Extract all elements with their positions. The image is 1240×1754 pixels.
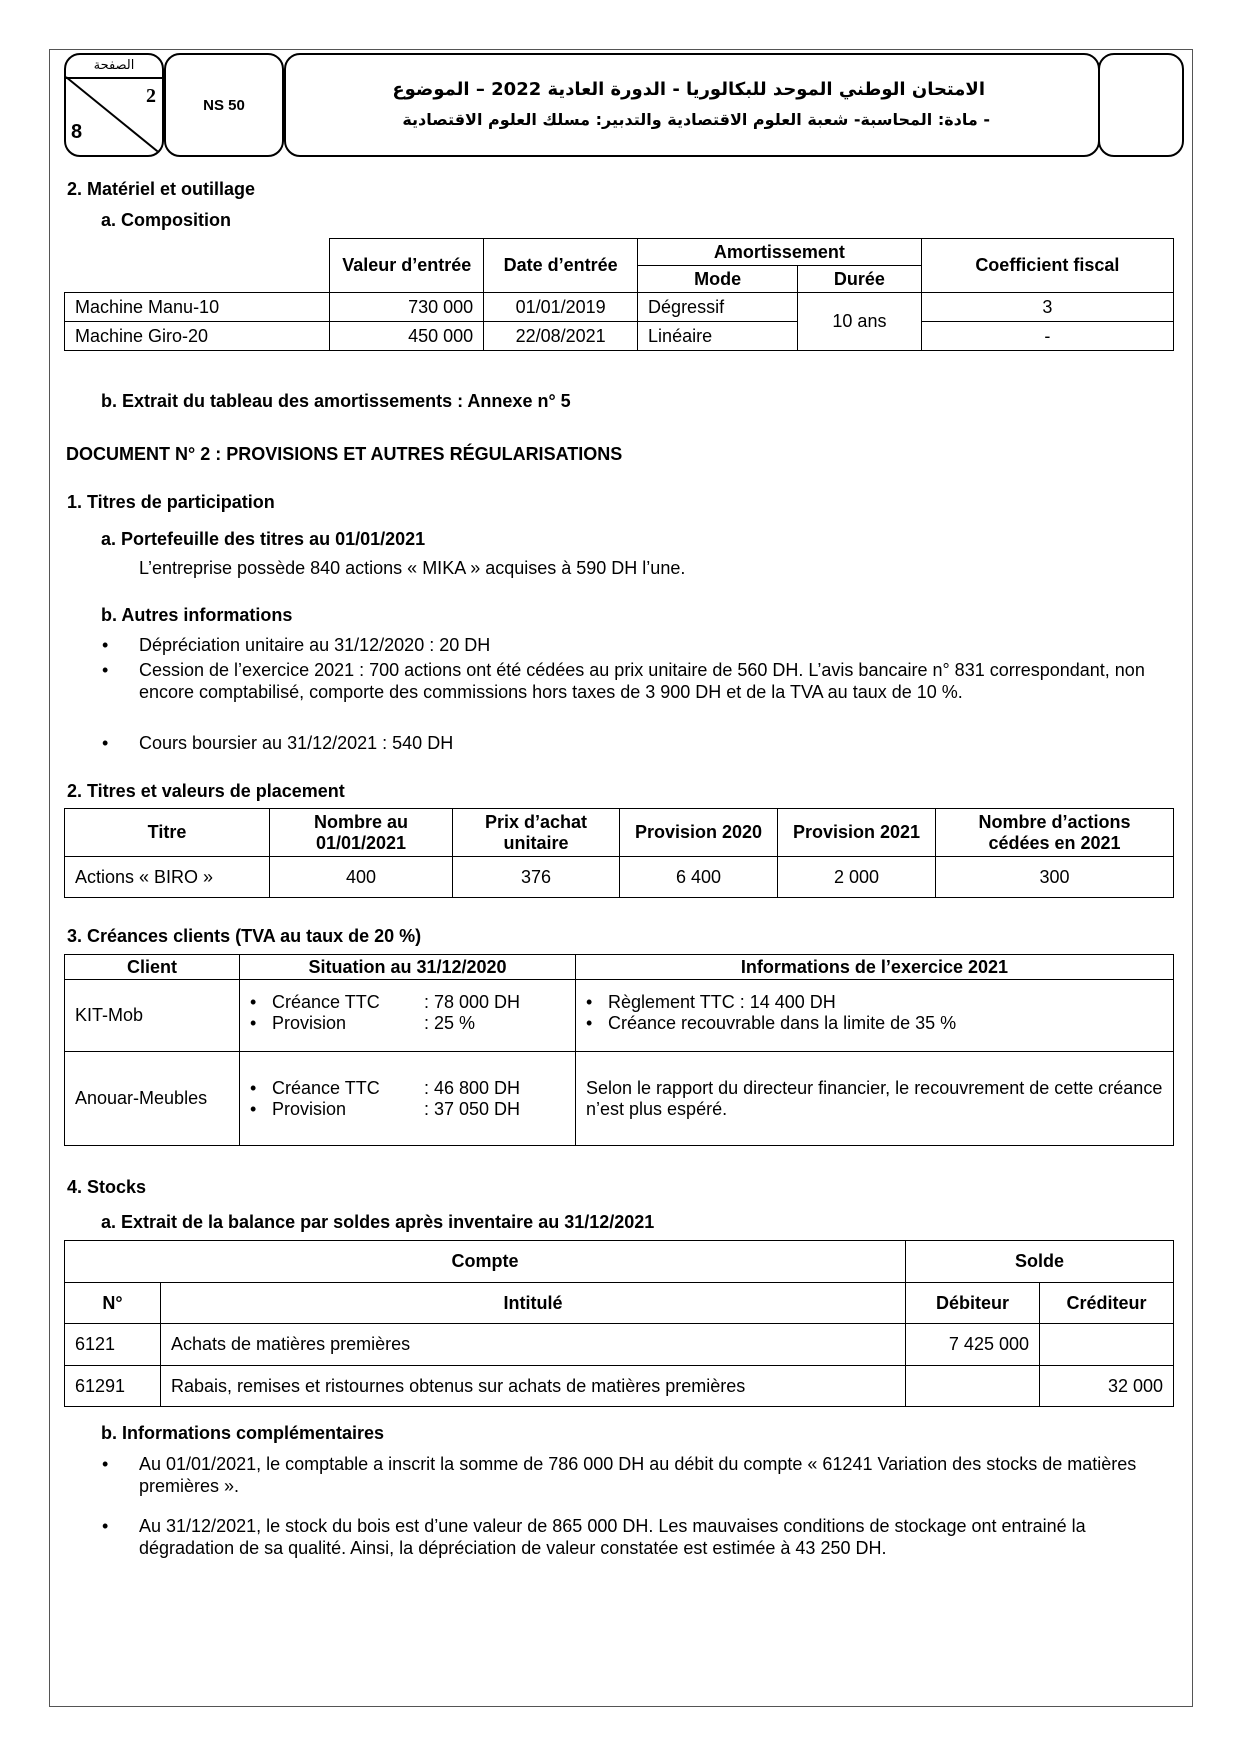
col-header: Situation au 31/12/2020 bbox=[240, 955, 576, 980]
section-heading: 4. Stocks bbox=[67, 1177, 147, 1197]
account-num: 61291 bbox=[65, 1366, 161, 1407]
balance-table bbox=[64, 1240, 1174, 1407]
client-name: Anouar-Meubles bbox=[65, 1052, 240, 1146]
page-current: 2 bbox=[146, 85, 156, 107]
paragraph: L’entreprise possède 840 actions « MIKA » acquises à 590 DH l’une. bbox=[139, 558, 686, 578]
section-heading: 2. Titres et valeurs de placement bbox=[67, 781, 345, 801]
col-header: Prix d’achat unitaire bbox=[453, 809, 620, 857]
situation-key: Créance TTC bbox=[272, 992, 380, 1012]
empty-corner-cell bbox=[65, 239, 330, 293]
situation-key: Créance TTC bbox=[272, 1077, 380, 1098]
account-credit bbox=[1040, 1324, 1174, 1366]
col-header: Titre bbox=[65, 809, 270, 857]
col-duree: Durée bbox=[798, 266, 922, 293]
table-row bbox=[65, 1366, 1174, 1407]
col-solde: Solde bbox=[906, 1241, 1174, 1283]
machine-name: Machine Giro-20 bbox=[65, 322, 330, 351]
col-header: Informations de l’exercice 2021 bbox=[576, 955, 1174, 980]
col-amortissement: Amortissement bbox=[638, 239, 922, 266]
bullet-item: • Cession de l’exercice 2021 : 700 actions ont été cédées au prix unitaire de 560 DH. L’avis bancaire n° 831 correspondant, non encore comptabilisé, comporte des commissions hors taxes de 3 900 DH et de la TVA au taux de 10 %. bbox=[139, 659, 1179, 703]
col-intitule: Intitulé bbox=[161, 1283, 906, 1324]
subsection-heading: a. Portefeuille des titres au 01/01/2021 bbox=[101, 529, 426, 549]
subsection-heading: b. Informations complémentaires bbox=[101, 1423, 385, 1443]
bullet-item: • Dépréciation unitaire au 31/12/2020 : 20 DH bbox=[139, 634, 1179, 656]
placement-table bbox=[64, 808, 1174, 898]
exam-title-line1: الامتحان الوطني الموحد للبكالوريا - الدورة العادية 2022 – الموضوع bbox=[392, 79, 985, 100]
table-row bbox=[65, 293, 1174, 322]
account-label: Rabais, remises et ristournes obtenus sur achats de matières premières bbox=[161, 1366, 906, 1407]
account-num: 6121 bbox=[65, 1324, 161, 1366]
col-header: Nombre au 01/01/2021 bbox=[270, 809, 453, 857]
blank-header-box bbox=[1098, 53, 1184, 157]
col-header: Client bbox=[65, 955, 240, 980]
page-label: الصفحة bbox=[66, 55, 162, 79]
col-mode: Mode bbox=[638, 266, 798, 293]
situation-value: : 25 % bbox=[424, 1013, 476, 1033]
page-total: 8 bbox=[71, 121, 83, 143]
machine-valeur: 450 000 bbox=[330, 322, 484, 351]
infos-text: Selon le rapport du directeur financier, le recouvrement de cette créance n’est plus espéré. bbox=[576, 1052, 1174, 1146]
exam-title-line2: - مادة: المحاسبة- شعبة العلوم الاقتصادية والتدبير: مسلك العلوم الاقتصادية bbox=[402, 110, 990, 129]
situation-value: : 46 800 DH bbox=[424, 1077, 521, 1098]
exam-code-box bbox=[164, 53, 284, 157]
subsection-heading: b. Autres informations bbox=[101, 605, 293, 625]
machine-coef: 3 bbox=[921, 293, 1173, 322]
machine-valeur: 730 000 bbox=[330, 293, 484, 322]
situation-cell bbox=[240, 980, 576, 1052]
col-num: N° bbox=[65, 1283, 161, 1324]
situation-key: Provision bbox=[272, 1013, 347, 1033]
cell: 300 bbox=[936, 857, 1174, 898]
machine-name: Machine Manu-10 bbox=[65, 293, 330, 322]
client-name: KIT-Mob bbox=[65, 980, 240, 1052]
document-heading: DOCUMENT N° 2 : PROVISIONS ET AUTRES RÉGULARISATIONS bbox=[66, 444, 623, 464]
section-heading: 3. Créances clients (TVA au taux de 20 %) bbox=[67, 926, 422, 946]
col-header: Nombre d’actions cédées en 2021 bbox=[936, 809, 1174, 857]
table-row bbox=[65, 322, 1174, 351]
col-header: Provision 2020 bbox=[620, 809, 778, 857]
subsection-heading: a. Composition bbox=[101, 210, 231, 230]
col-compte: Compte bbox=[65, 1241, 906, 1283]
col-header: Provision 2021 bbox=[778, 809, 936, 857]
machine-coef: - bbox=[921, 322, 1173, 351]
info-item: • Créance recouvrable dans la limite de 35 % bbox=[586, 1013, 1163, 1034]
account-debit bbox=[906, 1366, 1040, 1407]
table-row bbox=[65, 1052, 1174, 1146]
exam-title-box bbox=[284, 53, 1100, 157]
bullet-item: • Au 31/12/2021, le stock du bois est d’une valeur de 865 000 DH. Les mauvaises conditions de stockage ont entrainé la dégradation de sa qualité. Ainsi, la dépréciation de valeur constatée est estimée à 43 250 DH. bbox=[139, 1515, 1179, 1559]
composition-table bbox=[64, 238, 1174, 351]
table-row bbox=[65, 857, 1174, 898]
cell: 2 000 bbox=[778, 857, 936, 898]
col-debiteur: Débiteur bbox=[906, 1283, 1040, 1324]
situation-value: : 37 050 DH bbox=[424, 1098, 521, 1119]
machine-mode: Dégressif bbox=[638, 293, 798, 322]
account-label: Achats de matières premières bbox=[161, 1324, 906, 1366]
bullet-item: • Au 01/01/2021, le comptable a inscrit la somme de 786 000 DH au débit du compte « 61241 Variation des stocks de matières premières ». bbox=[139, 1453, 1179, 1497]
bullet-item: • Cours boursier au 31/12/2021 : 540 DH bbox=[139, 732, 1179, 754]
cell: 376 bbox=[453, 857, 620, 898]
page-number-box bbox=[64, 53, 164, 157]
subsection-heading: b. Extrait du tableau des amortissements : Annexe n° 5 bbox=[101, 391, 571, 411]
section-heading: 2. Matériel et outillage bbox=[67, 179, 256, 199]
table-row bbox=[65, 1324, 1174, 1366]
info-item: • Règlement TTC : 14 400 DH bbox=[586, 992, 1163, 1013]
exam-code: NS 50 bbox=[203, 96, 245, 114]
account-credit: 32 000 bbox=[1040, 1366, 1174, 1407]
machine-duree: 10 ans bbox=[798, 293, 922, 351]
col-date: Date d’entrée bbox=[484, 239, 638, 293]
cell: 6 400 bbox=[620, 857, 778, 898]
account-debit: 7 425 000 bbox=[906, 1324, 1040, 1366]
machine-date: 22/08/2021 bbox=[484, 322, 638, 351]
cell: Actions « BIRO » bbox=[65, 857, 270, 898]
situation-cell bbox=[240, 1052, 576, 1146]
col-coefficient: Coefficient fiscal bbox=[921, 239, 1173, 293]
situation-key: Provision bbox=[272, 1098, 347, 1119]
table-row bbox=[65, 980, 1174, 1052]
col-crediteur: Créditeur bbox=[1040, 1283, 1174, 1324]
creances-table bbox=[64, 954, 1174, 1146]
subsection-heading: a. Extrait de la balance par soldes après inventaire au 31/12/2021 bbox=[101, 1212, 655, 1232]
cell: 400 bbox=[270, 857, 453, 898]
machine-date: 01/01/2019 bbox=[484, 293, 638, 322]
col-valeur: Valeur d’entrée bbox=[330, 239, 484, 293]
section-heading: 1. Titres de participation bbox=[67, 492, 275, 512]
situation-value: : 78 000 DH bbox=[424, 992, 521, 1012]
infos-cell bbox=[576, 980, 1174, 1052]
machine-mode: Linéaire bbox=[638, 322, 798, 351]
